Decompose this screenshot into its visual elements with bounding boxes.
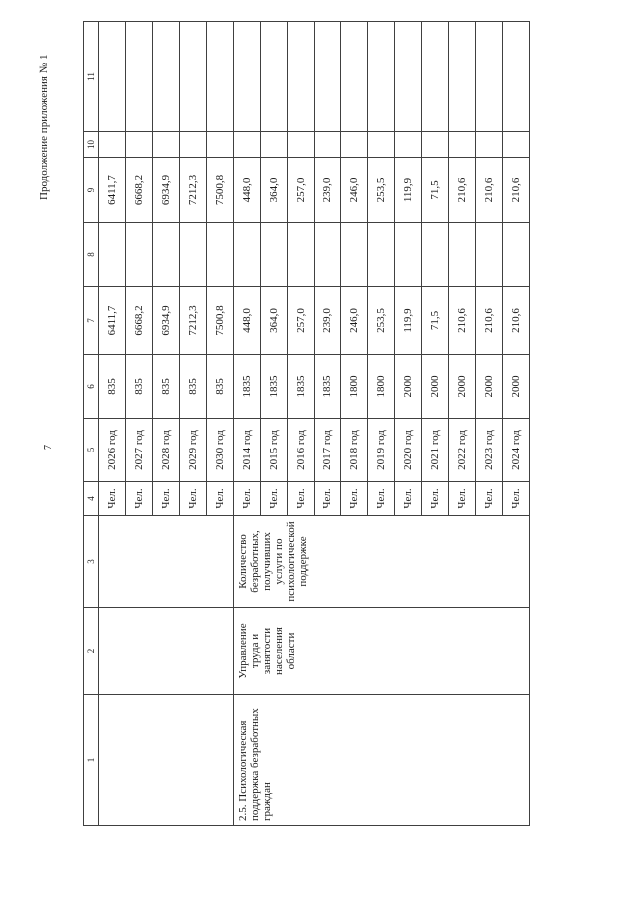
value-cell: 6411,7 — [99, 158, 126, 223]
empty-cell — [99, 695, 234, 826]
value-cell: 6934,9 — [152, 158, 179, 223]
empty-cell — [206, 132, 233, 158]
unit-cell: Чел. — [476, 482, 503, 516]
empty-cell — [476, 223, 503, 287]
empty-cell — [99, 132, 126, 158]
year-cell: 2019 год — [368, 419, 395, 482]
empty-cell — [503, 132, 530, 158]
table-row — [233, 22, 260, 826]
value-cell: 1800 — [368, 355, 395, 419]
empty-cell — [125, 223, 152, 287]
empty-cell — [233, 22, 260, 132]
column-number: 2 — [84, 608, 99, 695]
value-cell: 6411,7 — [99, 287, 126, 355]
empty-cell — [260, 132, 287, 158]
continuation-label: Продолжение приложения № 1 — [38, 54, 50, 200]
empty-cell — [395, 22, 422, 132]
value-cell: 2000 — [422, 355, 449, 419]
empty-cell — [476, 22, 503, 132]
empty-cell — [287, 132, 314, 158]
column-number-row — [84, 22, 99, 826]
empty-cell — [179, 22, 206, 132]
value-cell: 119,9 — [395, 158, 422, 223]
year-cell: 2015 год — [260, 419, 287, 482]
value-cell: 835 — [99, 355, 126, 419]
year-cell: 2022 год — [449, 419, 476, 482]
empty-cell — [449, 22, 476, 132]
year-cell: 2018 год — [341, 419, 368, 482]
value-cell: 835 — [152, 355, 179, 419]
empty-cell — [368, 22, 395, 132]
value-cell: 448,0 — [233, 287, 260, 355]
empty-cell — [395, 132, 422, 158]
column-number: 6 — [84, 355, 99, 419]
year-cell: 2024 год — [503, 419, 530, 482]
empty-cell — [179, 223, 206, 287]
column-number: 5 — [84, 419, 99, 482]
value-cell: 6934,9 — [152, 287, 179, 355]
unit-cell: Чел. — [152, 482, 179, 516]
empty-cell — [260, 22, 287, 132]
value-cell: 210,6 — [449, 158, 476, 223]
value-cell: 1835 — [287, 355, 314, 419]
value-cell: 2000 — [476, 355, 503, 419]
empty-cell — [260, 223, 287, 287]
value-cell: 6668,2 — [125, 287, 152, 355]
unit-cell: Чел. — [341, 482, 368, 516]
empty-cell — [422, 22, 449, 132]
value-cell: 119,9 — [395, 287, 422, 355]
year-cell: 2014 год — [233, 419, 260, 482]
value-cell: 2000 — [503, 355, 530, 419]
value-cell: 210,6 — [503, 287, 530, 355]
empty-cell — [125, 132, 152, 158]
indicator-name: Количество безработных, получивших услуги по психологической поддержке — [233, 516, 529, 608]
year-cell: 2030 год — [206, 419, 233, 482]
value-cell: 71,5 — [422, 158, 449, 223]
unit-cell: Чел. — [314, 482, 341, 516]
empty-cell — [449, 132, 476, 158]
empty-cell — [152, 22, 179, 132]
year-cell: 2026 год — [99, 419, 126, 482]
year-cell: 2028 год — [152, 419, 179, 482]
empty-cell — [395, 223, 422, 287]
year-cell: 2027 год — [125, 419, 152, 482]
value-cell: 253,5 — [368, 287, 395, 355]
year-cell: 2029 год — [179, 419, 206, 482]
unit-cell: Чел. — [368, 482, 395, 516]
unit-cell: Чел. — [395, 482, 422, 516]
unit-cell: Чел. — [449, 482, 476, 516]
unit-cell: Чел. — [179, 482, 206, 516]
year-cell: 2016 год — [287, 419, 314, 482]
value-cell: 210,6 — [449, 287, 476, 355]
table-container — [83, 22, 530, 826]
value-cell: 448,0 — [233, 158, 260, 223]
unit-cell: Чел. — [287, 482, 314, 516]
column-number: 8 — [84, 223, 99, 287]
year-cell: 2020 год — [395, 419, 422, 482]
unit-cell: Чел. — [503, 482, 530, 516]
value-cell: 835 — [125, 355, 152, 419]
value-cell: 210,6 — [476, 287, 503, 355]
empty-cell — [368, 132, 395, 158]
empty-cell — [449, 223, 476, 287]
value-cell: 1835 — [233, 355, 260, 419]
empty-cell — [422, 223, 449, 287]
column-number: 10 — [84, 132, 99, 158]
program-table — [83, 21, 530, 826]
value-cell: 71,5 — [422, 287, 449, 355]
column-number: 3 — [84, 516, 99, 608]
empty-cell — [503, 22, 530, 132]
empty-cell — [206, 22, 233, 132]
empty-cell — [206, 223, 233, 287]
empty-cell — [476, 132, 503, 158]
empty-cell — [422, 132, 449, 158]
unit-cell: Чел. — [422, 482, 449, 516]
value-cell: 7500,8 — [206, 287, 233, 355]
empty-cell — [125, 22, 152, 132]
empty-cell — [99, 608, 234, 695]
value-cell: 6668,2 — [125, 158, 152, 223]
year-cell: 2021 год — [422, 419, 449, 482]
empty-cell — [503, 223, 530, 287]
column-number: 4 — [84, 482, 99, 516]
empty-cell — [287, 223, 314, 287]
empty-cell — [99, 516, 234, 608]
value-cell: 246,0 — [341, 287, 368, 355]
empty-cell — [341, 132, 368, 158]
empty-cell — [99, 22, 126, 132]
value-cell: 239,0 — [314, 158, 341, 223]
column-number: 1 — [84, 695, 99, 826]
value-cell: 210,6 — [503, 158, 530, 223]
value-cell: 239,0 — [314, 287, 341, 355]
value-cell: 257,0 — [287, 287, 314, 355]
value-cell: 7212,3 — [179, 158, 206, 223]
column-number: 7 — [84, 287, 99, 355]
value-cell: 257,0 — [287, 158, 314, 223]
empty-cell — [152, 132, 179, 158]
unit-cell: Чел. — [206, 482, 233, 516]
executor-name: Управление труда и занятости населения области — [233, 608, 529, 695]
value-cell: 364,0 — [260, 287, 287, 355]
value-cell: 7500,8 — [206, 158, 233, 223]
empty-cell — [233, 132, 260, 158]
unit-cell: Чел. — [260, 482, 287, 516]
empty-cell — [314, 132, 341, 158]
empty-cell — [368, 223, 395, 287]
year-cell: 2023 год — [476, 419, 503, 482]
value-cell: 7212,3 — [179, 287, 206, 355]
value-cell: 835 — [206, 355, 233, 419]
value-cell: 1835 — [260, 355, 287, 419]
empty-cell — [152, 223, 179, 287]
column-number: 9 — [84, 158, 99, 223]
value-cell: 2000 — [449, 355, 476, 419]
value-cell: 1835 — [314, 355, 341, 419]
page-number: 7 — [43, 445, 54, 450]
empty-cell — [314, 22, 341, 132]
empty-cell — [341, 223, 368, 287]
value-cell: 364,0 — [260, 158, 287, 223]
empty-cell — [233, 223, 260, 287]
empty-cell — [99, 223, 126, 287]
empty-cell — [287, 22, 314, 132]
unit-cell: Чел. — [125, 482, 152, 516]
value-cell: 253,5 — [368, 158, 395, 223]
empty-cell — [314, 223, 341, 287]
value-cell: 2000 — [395, 355, 422, 419]
value-cell: 835 — [179, 355, 206, 419]
value-cell: 246,0 — [341, 158, 368, 223]
unit-cell: Чел. — [99, 482, 126, 516]
empty-cell — [341, 22, 368, 132]
measure-name: 2.5. Психологическая поддержка безработных граждан — [233, 695, 529, 826]
table-row — [99, 22, 126, 826]
year-cell: 2017 год — [314, 419, 341, 482]
column-number: 11 — [84, 22, 99, 132]
value-cell: 1800 — [341, 355, 368, 419]
empty-cell — [179, 132, 206, 158]
unit-cell: Чел. — [233, 482, 260, 516]
value-cell: 210,6 — [476, 158, 503, 223]
